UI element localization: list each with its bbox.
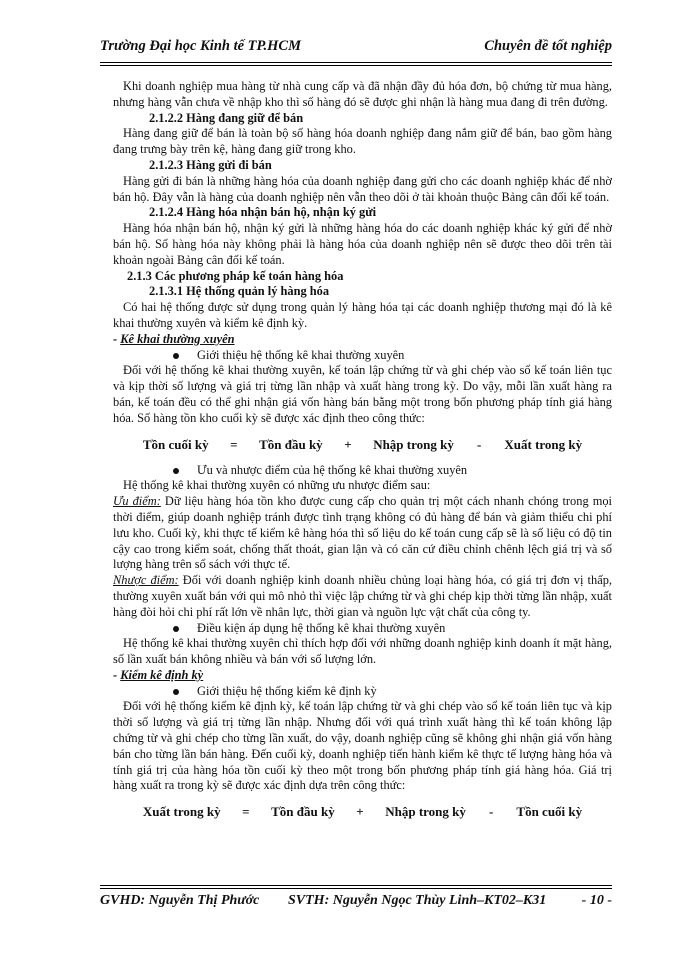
formula-ending-inventory (113, 433, 612, 457)
paragraph-goods-in-transit: Khi doanh nghiệp mua hàng từ nhà cung cấp và đã nhận đầy đủ hóa đơn, bộ chứng từ mua hàng, nhưng hàng vẫn chưa về nhập kho thì số hàng đó sẽ được ghi nhận là hàng mua đang đi trên đường. (113, 79, 612, 109)
paragraph-goods-consigned: Hàng gửi đi bán là những hàng hóa của doanh nghiệp đang gửi cho các doanh nghiệp khác để nhờ bán hộ. Đây vẫn là hàng của doanh nghiệp nên vẫn theo dõi ở tài khoản thuộc Bảng cân đối kế toán. (113, 173, 612, 204)
paragraph-pros-cons-intro: Hệ thống kê khai thường xuyên có những ưu nhược điểm sau: (123, 478, 431, 493)
bullet-item: Giới thiệu hệ thống kê khai thường xuyên (113, 348, 612, 364)
formula-operator: + (344, 436, 352, 452)
formula-operator: = (242, 804, 250, 820)
paragraph-advantages: Ưu điểm: Dữ liệu hàng hóa tồn kho được cung cấp cho quản trị một cách nhanh chóng trong mọi thời điểm, giúp doanh nghiệp tránh được tình trạng không có đủ hàng để bán và giảm thiểu chi phí lưu kho. Cuối kỳ, khi thực tế kiểm kê hàng hóa thì số liệu do kế toán cung cấp sẽ là số liệu có độ tin cậy cao trong kiểm soát, chống thất thoát, gian lận và có căn cứ điều chỉnh chênh lệch giá trị và số lượng hàng trên sổ sách với thực tế. (113, 494, 612, 572)
bullet-icon (173, 626, 179, 632)
formula-operator: = (230, 436, 238, 452)
page-number: - 10 - (581, 893, 612, 908)
formula-goods-issued (113, 800, 612, 824)
heading-213: 2.1.3 Các phương pháp kế toán hàng hóa (127, 268, 344, 283)
subheading-periodic: - Kiểm kê định kỳ (113, 667, 204, 682)
bullet-icon (173, 468, 179, 474)
footer-rule-thin (100, 885, 612, 886)
header-rule-thin (100, 65, 612, 66)
formula-term: Tồn đầu kỳ (259, 436, 323, 452)
formula-term: Tồn cuối kỳ (516, 804, 583, 820)
disadvantages-label: Nhược điểm: (113, 573, 179, 588)
formula-operator: - (476, 436, 482, 452)
subheading-perpetual: - Kê khai thường xuyên (113, 331, 235, 346)
heading-2131: 2.1.3.1 Hệ thống quản lý hàng hóa (149, 284, 330, 299)
heading-2124: 2.1.2.4 Hàng hóa nhận bán hộ, nhận ký gửi (149, 205, 377, 220)
page-footer (100, 893, 612, 915)
header-rule (100, 62, 612, 63)
footer-rule (100, 888, 612, 889)
header-report-type: Chuyên đề tốt nghiệp (484, 38, 612, 54)
bullet-item: Ưu và nhược điểm của hệ thống kê khai thường xuyên (113, 463, 612, 479)
bullet-item: Giới thiệu hệ thống kiểm kê định kỳ (113, 684, 612, 700)
paragraph-goods-received: Hàng hóa nhận bán hộ, nhận ký gửi là những hàng hóa do các doanh nghiệp khác ký gửi để nhờ bán hộ. Số hàng hóa này không phải là hàng hóa của doanh nghiệp nên sẽ được theo dõi trên tài khoản ngoài Bảng cân đối kế toán. (113, 221, 612, 267)
header-university: Trường Đại học Kinh tế TP.HCM (100, 38, 301, 54)
paragraph-disadvantages: Nhược điểm: Đối với doanh nghiệp kinh doanh nhiều chủng loại hàng hóa, có giá trị đơn vị thấp, thường xuyên xuất bán với qui mô nhỏ thì việc lập chứng từ và ghi chép kịp thời từng lần nhập, xuất hàng đòi hỏi chi phí rất lớn về nhân lực, thời gian và nguồn lực vật chất của công ty. (113, 573, 612, 619)
formula-term: Nhập trong kỳ (385, 804, 466, 820)
bullet-icon (173, 689, 179, 695)
paragraph-two-systems: Có hai hệ thống được sử dụng trong quản lý hàng hóa tại các doanh nghiệp thương mại đó là kê khai thường xuyên và kiểm kê định kỳ. (113, 300, 612, 330)
paragraph-perpetual-intro: Đối với hệ thống kê khai thường xuyên, kế toán lập chứng từ và ghi chép vào sổ kế toán liên tục và kịp thời số lượng và giá trị từng lần nhập và xuất hàng trong kỳ. Do vậy, mỗi lần xuất hàng ra bán, kế toán đều có thể ghi nhận giá vốn hàng bán bằng một trong bốn phương pháp tính giá hàng hóa. Số hàng tồn kho cuối kỳ sẽ được xác định theo công thức: (113, 363, 612, 425)
footer-supervisor: GVHD: Nguyễn Thị Phước (100, 893, 260, 908)
formula-operator: - (488, 804, 494, 820)
footer-student: SVTH: Nguyễn Ngọc Thùy Linh–KT02–K31 (288, 893, 547, 908)
bullet-icon (173, 353, 179, 359)
page-body (113, 79, 612, 830)
heading-2123: 2.1.2.3 Hàng gửi đi bán (149, 157, 272, 172)
formula-term: Nhập trong kỳ (373, 436, 454, 452)
heading-2122: 2.1.2.2 Hàng đang giữ để bán (149, 110, 304, 125)
page-header (100, 38, 612, 60)
formula-term: Tồn cuối kỳ (142, 436, 209, 452)
formula-term: Xuất trong kỳ (504, 436, 583, 452)
paragraph-goods-held: Hàng đang giữ để bán là toàn bộ số hàng hóa doanh nghiệp đang nắm giữ để bán, bao gồm hàng đang trưng bày trên kệ, hàng đang giữ trong kho. (113, 126, 612, 157)
formula-operator: + (356, 804, 364, 820)
advantages-label: Ưu điểm: (113, 494, 161, 509)
paragraph-periodic-intro: Đối với hệ thống kiểm kê định kỳ, kế toán lập chứng từ và ghi chép vào sổ kế toán liên tục và kịp thời số lượng và giá trị từng lần nhập. Nhưng đối với quá trình xuất hàng thì kế toán không lập chứng từ và ghi chép cho từng lần xuất, do vậy, doanh nghiệp cũng sẽ không ghi nhận giá vốn hàng bán cho từng lần bán hàng. Đến cuối kỳ, doanh nghiệp tiến hành kiểm kê thực tế lượng hàng hóa và tính giá trị của hàng hóa tồn cuối kỳ theo một trong bốn phương pháp tính giá hàng hóa. Giá trị hàng xuất ra trong kỳ sẽ được xác định dựa trên công thức: (113, 699, 612, 793)
paragraph-perpetual-conditions: Hệ thống kê khai thường xuyên chỉ thích hợp đối với những doanh nghiệp kinh doanh ít mặt hàng, số lần xuất bán không nhiều và bán với số lượng lớn. (113, 636, 612, 667)
formula-term: Xuất trong kỳ (142, 804, 221, 820)
formula-term: Tồn đầu kỳ (271, 804, 335, 820)
bullet-item: Điều kiện áp dụng hệ thống kê khai thường xuyên (113, 621, 612, 637)
